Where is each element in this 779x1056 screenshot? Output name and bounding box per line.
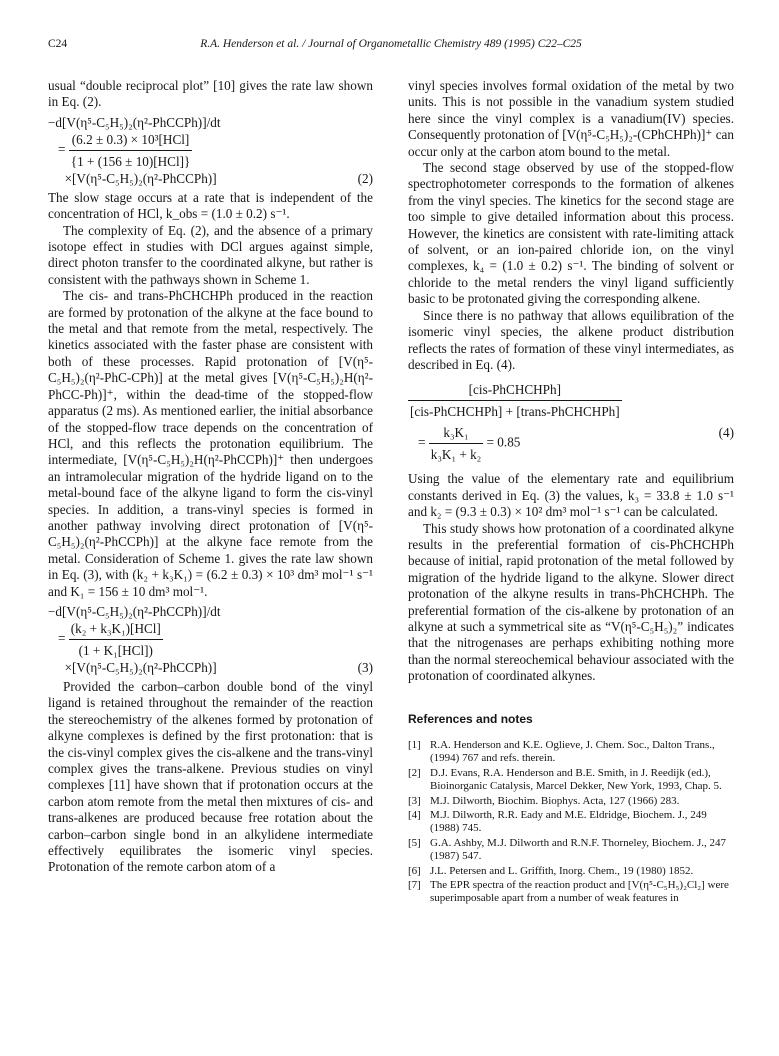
reference-text: J.L. Petersen and L. Griffith, Inorg. Chem., 19 (1980) 1852.: [430, 864, 694, 877]
fraction-numerator: k₃K₁: [429, 424, 484, 444]
paragraph: The slow stage occurs at a rate that is independent of the concentration of HCl, k_obs = (1.0 ± 0.2) s⁻¹.: [48, 189, 373, 222]
equation-line: −d[V(η⁵-C₅H₅)₂(η²-PhCCPh)]/dt: [48, 114, 221, 130]
reference-number: [5]: [408, 836, 421, 849]
reference-item: [408, 809, 734, 836]
reference-number: [6]: [408, 864, 421, 877]
reference-number: [2]: [408, 766, 421, 779]
reference-item: [408, 739, 734, 766]
fraction: [69, 620, 163, 659]
equation-4: [408, 381, 734, 463]
equation-line: = $\frac{\text{(k₂ + k₃K₁)[HCl]}}{\text{(1 + K₁[HCl])}}$: [58, 620, 161, 658]
reference-item: [408, 865, 734, 878]
equation-line: = $\frac{\text{(6.2 ± 0.3) × 10³[HCl]}}{\text{\{1 + (156 ± 10)[HCl]\}}}$: [58, 131, 191, 169]
reference-number: [3]: [408, 794, 421, 807]
reference-item: [408, 837, 734, 864]
equation-number: (3): [357, 659, 373, 675]
reference-text: G.A. Ashby, M.J. Dilworth and R.N.F. Thorneley, Biochem. J., 247 (1987) 547.: [430, 836, 727, 863]
reference-number: [7]: [408, 879, 421, 892]
paragraph: This study shows how protonation of a coordinated alkyne results in the preferential formation of cis-PhCHCHPh because of initial, rapid protonation of the metal followed by migration of the hydride ligand to the alkyne. Slower direct protonation of the alkyne results in trans-PhCHCHPh. The preferential formation of the cis-alkene by protonation of an alkyne at such a symmetrical site as “V(η⁵-C₅H₅)₂” indicates that the nitrogenases are perhaps exhibiting nothing more than the normal stereochemical behaviour associated with the protonation of coordinated alkynes.: [408, 520, 734, 684]
paragraph: usual “double reciprocal plot” [10] gives the rate law shown in Eq. (2).: [48, 78, 373, 110]
reference-text: M.J. Dilworth, R.R. Eady and M.E. Eldridge, Biochem. J., 249 (1988) 745.: [430, 809, 707, 835]
reference-text: D.J. Evans, R.A. Henderson and B.E. Smith, in J. Reedijk (ed.), Bioinorganic Catalysis, Marcel Dekker, New York, 1993, Chap. 5.: [430, 766, 722, 793]
reference-text: The EPR spectra of the reaction product and [V(η⁵-C₅H₅)₂Cl₂] were superimposable apart from a number of weak features in: [430, 879, 729, 905]
paragraph: vinyl species involves formal oxidation of the metal by two units. This is not possible in the vanadium system studied here since the vinyl complex is a vanadium(IV) species. Consequently protonation of [V(η⁵-C₅H₅)₂-(CPhCHPh)]⁺ can occur only at the carbon atom bound to the metal.: [408, 78, 734, 159]
page-header: [48, 38, 734, 54]
equation-line-text: ×[V(η⁵-C₅H₅)₂(η²-PhCCPh)]: [64, 170, 217, 186]
right-column: [408, 78, 734, 907]
reference-item: [408, 767, 734, 794]
fraction: [408, 381, 622, 420]
equation-line: [48, 659, 373, 676]
paragraph: The cis- and trans-PhCHCHPh produced in the reaction are formed by protonation of the alkyne at the face bound to the metal and that remote from the metal, respectively. The kinetics associated with the faster phase are consistent with both of these processes. Rapid protonation of [V(η⁵-C₅H₅)₂(η²-PhC-CPh)] at the metal gives [V(η⁵-C₅H₅)₂H(η²-PhCC-Ph)]⁺, within the dead-time of the stopped-flow apparatus (2 ms). As mentioned earlier, the initial absorbance of the stopped-flow trace depends on the concentration of HCl, and this reflects the protonation equilibrium. The intermediate, [V(η⁵-C₅H₅)₂H(η²-PhCCPh)]⁺ then undergoes an intramolecular migration of the hydride ligand on to the metal-bound face of the alkyne ligand to form the cis-vinyl species. In addition, a trans-vinyl species is formed in another pathway involving direct protonation of [V(η⁵-C₅H₅)₂(η²-PhCCPh)] at the alkyne face remote from the metal. Consideration of Scheme 1. gives the rate law shown in Eq. (3), with (k₂ + k₃K₁) = (6.2 ± 0.3) × 10³ dm³ mol⁻¹ s⁻¹ and K₁ = 156 ± 10 dm³ mol⁻¹.: [48, 288, 373, 599]
equation-number: (4): [718, 425, 734, 441]
references-heading: References and notes: [408, 711, 533, 726]
equation-value: = 0.85: [486, 434, 521, 450]
paragraph: Since there is no pathway that allows equilibration of the isomeric vinyl species, the alkene product distribution reflects the rates of formation of these vinyl intermediates, as described in Eq. (4).: [408, 307, 734, 372]
reference-number: [1]: [408, 739, 421, 751]
fraction: [69, 131, 193, 170]
reference-text: M.J. Dilworth, Biochim. Biophys. Acta, 127 (1966) 283.: [430, 794, 680, 807]
reference-text: R.A. Henderson and K.E. Oglieve, J. Chem. Soc., Dalton Trans., (1994) 767 and refs. therein.: [430, 739, 715, 765]
equation-line-text: ×[V(η⁵-C₅H₅)₂(η²-PhCCPh)]: [64, 659, 217, 675]
reference-item: [408, 795, 734, 808]
equation-3: [48, 603, 373, 676]
fraction-denominator: (1 + K₁[HCl]): [78, 642, 153, 658]
equation-line: −d[V(η⁵-C₅H₅)₂(η²-PhCCPh)]/dt: [48, 603, 221, 619]
fraction: [429, 424, 484, 463]
reference-list: [408, 739, 734, 906]
fraction-denominator: {1 + (156 ± 10)[HCl]}: [70, 153, 191, 169]
reference-number: [4]: [408, 809, 421, 822]
paragraph: The second stage observed by use of the stopped-flow spectrophotometer corresponds to the formation of alkenes from the vinyl species. The kinetics for the second stage are too simple to give detailed information about this process. However, the kinetics are consistent with rate-limiting attack of solvent, or an ion-paired chloride ion, on the vinyl complexes, k₄ = (1.0 ± 0.2) s⁻¹. The binding of solvent or chloride to the metal renders the vinyl ligand sufficiently basic to be protonated giving the corresponding alkene.: [408, 160, 734, 307]
left-column: [48, 78, 373, 876]
fraction-numerator: (6.2 ± 0.3) × 10³[HCl]: [69, 131, 193, 151]
fraction-denominator: [cis-PhCHCHPh] + [trans-PhCHCHPh]: [410, 404, 620, 420]
fraction-numerator: (k₂ + k₃K₁)[HCl]: [69, 620, 163, 640]
equals-sign: =: [418, 434, 426, 450]
equation-number: (2): [357, 170, 373, 186]
equation-line: [408, 424, 734, 463]
running-title: R.A. Henderson et al. / Journal of Organometallic Chemistry 489 (1995) C22–C25: [200, 38, 582, 50]
paragraph: Using the value of the elementary rate and equilibrium constants derived in Eq. (3) the values, k₃ = 33.8 ± 1.0 s⁻¹ and k₂ = (9.3 ± 0.3) × 10² dm³ mol⁻¹ s⁻¹ can be calculated.: [408, 471, 734, 520]
page-number: C24: [48, 38, 68, 50]
paragraph: Provided the carbon–carbon double bond of the vinyl ligand is retained throughout the remainder of the reaction the stereochemistry of the alkenes formed by protonation of alkyne complexes is defined by the first protonation: that is the cis-vinyl complex gives the cis-alkene and the trans-vinyl complex gives the trans-alkene. Previous studies on vinyl complexes [11] have shown that if protonation occurs at the carbon atom remote from the metal then mixtures of cis- and trans-alkenes are produced because free rotation about the carbon–carbon single bond in an alkylidene intermediate effectively equilibrates the isomeric vinyl species. Protonation of the remote carbon atom of a: [48, 678, 373, 875]
reference-item: [408, 879, 734, 906]
fraction-denominator: k₃K₁ + k₂: [430, 447, 482, 463]
equation-line: [48, 170, 373, 187]
fraction-numerator: [cis-PhCHCHPh]: [408, 381, 622, 401]
paragraph: The complexity of Eq. (2), and the absence of a primary isotope effect in studies with DCl argues against simple, direct photon transfer to the coordinated alkyne, but rather is consistent with the pathways shown in Scheme 1.: [48, 222, 373, 287]
equation-2: [48, 114, 373, 187]
equation-line: [408, 381, 734, 420]
